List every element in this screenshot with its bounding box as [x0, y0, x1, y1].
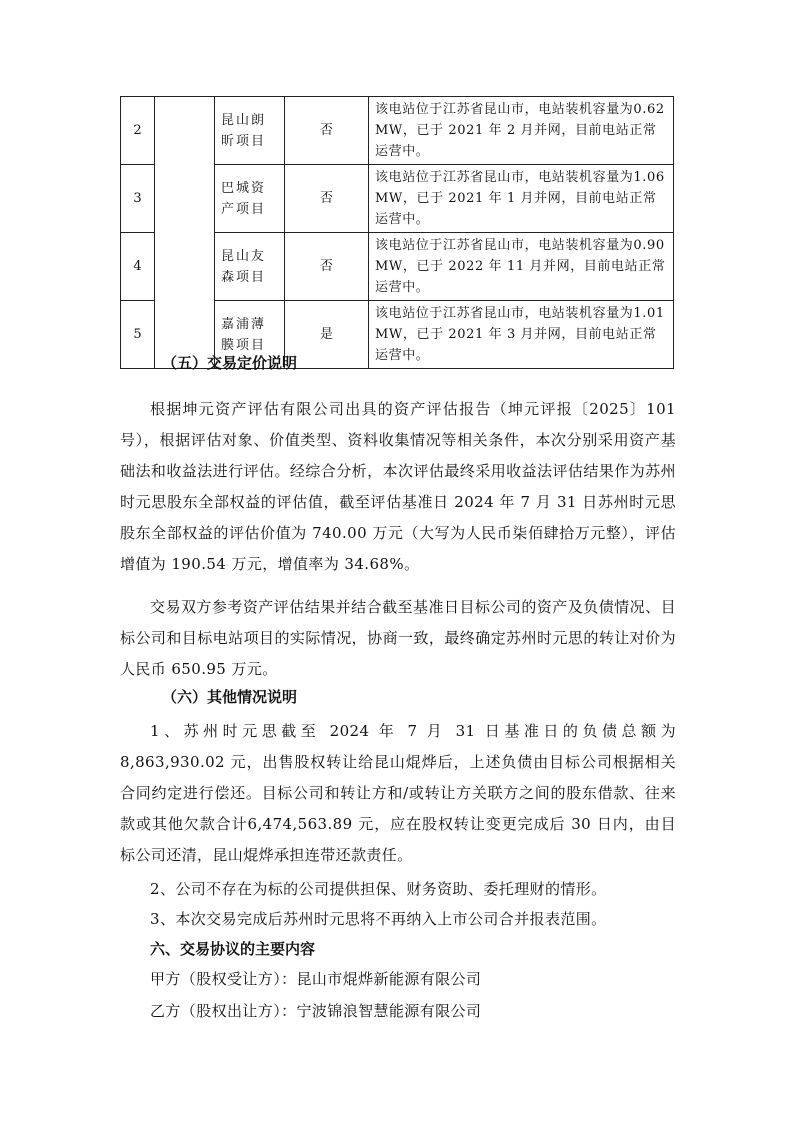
pricing-paragraph-2: 交易双方参考资产评估结果并结合截至基准日目标公司的资产及负债情况、目标公司和目标电站项目的实际情况，协商一致，最终确定苏州时元思的转让对价为人民币 650.95 万元。: [120, 598, 676, 678]
merged-blank-cell: [155, 97, 215, 369]
section-heading-agreement: 六、交易协议的主要内容: [150, 940, 316, 958]
yes-no-flag: 否: [285, 97, 369, 165]
other-paragraph-3: 3、本次交易完成后苏州时元思将不再纳入上市公司合并报表范围。: [150, 910, 607, 928]
project-description: 该电站位于江苏省昆山市，电站装机容量为1.06 MW，已于 2021 年 1 月并网，目前电站正常运营中。: [369, 165, 674, 233]
yes-no-flag: 否: [285, 165, 369, 233]
project-name: 昆山朗昕项目: [215, 97, 285, 165]
project-name: 嘉浦薄膜项目: [215, 301, 285, 369]
project-description: 该电站位于江苏省昆山市，电站装机容量为0.90 MW，已于 2022 年 11 月并网，目前电站正常运营中。: [369, 233, 674, 301]
row-number: 2: [121, 97, 155, 165]
party-b-line: 乙方（股权出让方）：宁波锦浪智慧能源有限公司: [150, 1002, 482, 1020]
row-number: 5: [121, 301, 155, 369]
other-paragraph-2: 2、公司不存在为标的公司提供担保、财务资助、委托理财的情形。: [150, 880, 607, 898]
station-table: [120, 96, 674, 369]
project-description: 该电站位于江苏省昆山市，电站装机容量为1.01 MW，已于 2021 年 3 月并网，目前电站正常运营中。: [369, 301, 674, 369]
project-name: 昆山友森项目: [215, 233, 285, 301]
row-number: 3: [121, 165, 155, 233]
station-table-container: [120, 96, 674, 369]
party-a-line: 甲方（股权受让方）：昆山市焜烨新能源有限公司: [150, 970, 482, 988]
yes-no-flag: 否: [285, 233, 369, 301]
row-number: 4: [121, 233, 155, 301]
section-heading-other: （六）其他情况说明: [162, 688, 298, 706]
other-paragraph-1: 1、苏州时元思截至 2024 年 7 月 31 日基准日的负债总额为 8,863,930.02 元，出售股权转让给昆山焜烨后，上述负债由目标公司根据相关合同约定进行偿还。目标公司和转让方和/或转让方关联方之间的股东借款、往来款或其他欠款合计6,474,563.89 元，应在股权转让变更完成后 30 日内，由目标公司还清，昆山焜烨承担连带还款责任。: [120, 722, 676, 864]
pricing-paragraph-1: 根据坤元资产评估有限公司出具的资产评估报告（坤元评报〔2025〕101 号），根据评估对象、价值类型、资料收集情况等相关条件，本次分别采用资产基础法和收益法进行评估。经综合分析，本次评估最终采用收益法评估结果作为苏州时元思股东全部权益的评估值，截至评估基准日 2024 年 7 月 31 日苏州时元思股东全部权益的评估价值为 740.00 万元（大写为人民币柒佰肆拾万元整），评估增值为 190.54 万元，增值率为 34.68%。: [120, 400, 676, 573]
table-row: [121, 97, 674, 165]
project-description: 该电站位于江苏省昆山市，电站装机容量为0.62 MW，已于 2021 年 2 月并网，目前电站正常运营中。: [369, 97, 674, 165]
yes-no-flag: 是: [285, 301, 369, 369]
project-name: 巴城资产项目: [215, 165, 285, 233]
section-heading-pricing: （五）交易定价说明: [162, 354, 298, 372]
